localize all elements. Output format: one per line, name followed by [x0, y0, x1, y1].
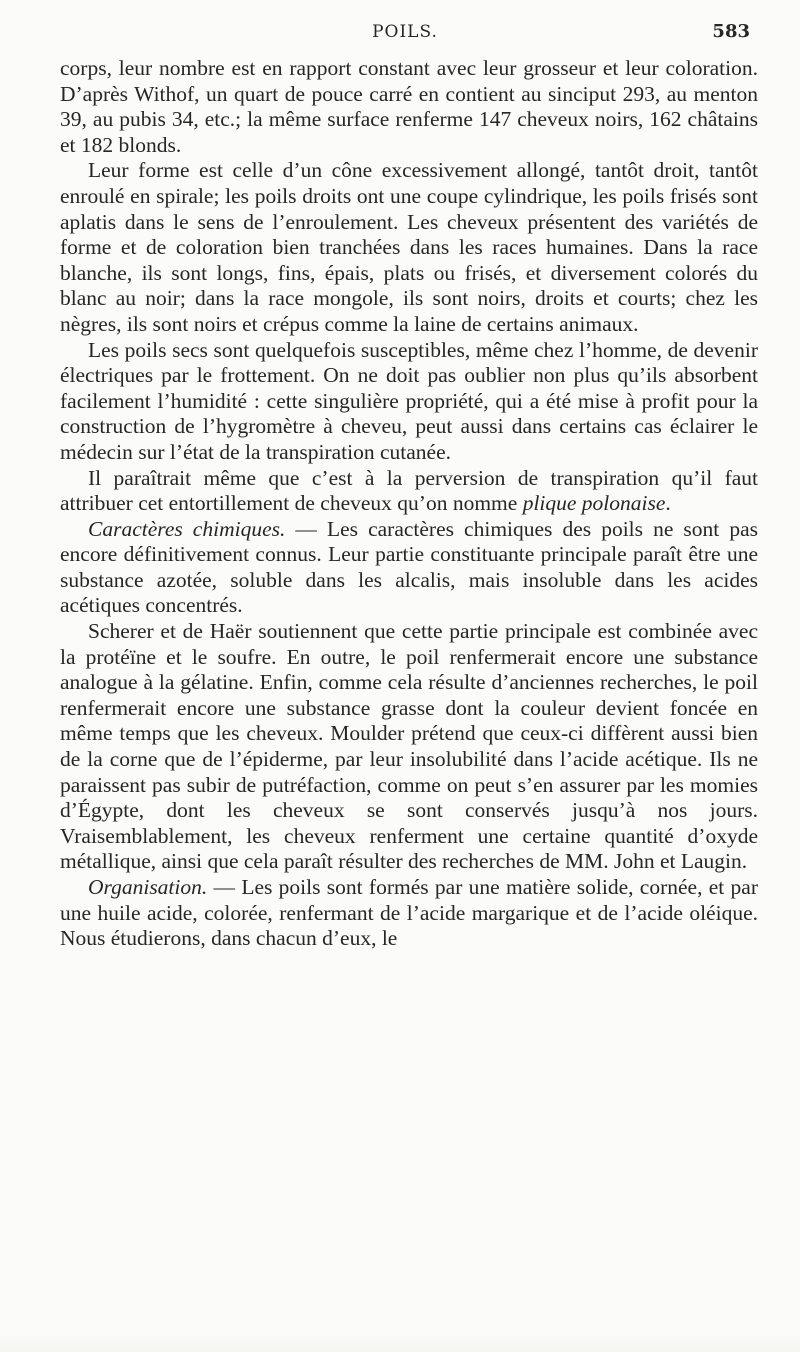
- paragraph-hair-properties: Les poils secs sont quelquefois susceptibles, même chez l’homme, de devenir électriques par le frottement. On ne doit pas oublier non plus qu’ils absorbent facilement l’humidité : cette singulière propriété, qui a été mise à profit pour la construction de l’hygromètre à cheveu, peut aussi dans certains cas éclairer le médecin sur l’état de la transpiration cutanée.: [60, 337, 758, 464]
- plique-term: plique polonaise: [522, 491, 666, 516]
- paragraph-chemical-characteristics: [60, 517, 758, 619]
- paragraph-organisation: [60, 875, 758, 952]
- plique-text-end: .: [665, 491, 671, 516]
- page-number: 583: [712, 21, 750, 42]
- running-title: POILS.: [372, 22, 438, 42]
- page-bottom-edge: [0, 1334, 800, 1352]
- plique-text-start: Il paraîtrait même que c’est à la perversion de transpiration qu’il faut attribuer cet entortillement de cheveux qu’on nomme: [60, 465, 758, 516]
- chemical-characteristics-text: — Les caractères chimiques des poils ne sont pas encore définitivement connus. Leur partie constituante principale paraît être une substance azotée, soluble dans les alcalis, mais insoluble dans les acides acétiques concentrés.: [60, 516, 758, 618]
- section-heading-chemical: Caractères chimiques.: [88, 516, 286, 541]
- paragraph-hair-form: Leur forme est celle d’un cône excessivement allongé, tantôt droit, tantôt enroulé en spirale; les poils droits ont une coupe cylindrique, les poils frisés sont aplatis dans le sens de l’enroulement. Les cheveux présentent des variétés de forme et de coloration bien tranchées dans les races humaines. Dans la race blanche, ils sont longs, fins, épais, plats ou frisés, et diversement colorés du blanc au noir; dans la race mongole, ils sont noirs, droits et courts; chez les nègres, ils sont noirs et crépus comme la laine de certains animaux.: [60, 158, 758, 336]
- paragraph-chemical-composition: Scherer et de Haër soutiennent que cette partie principale est combinée avec la protéïne et le soufre. En outre, le poil renfermerait encore une substance analogue à la gélatine. Enfin, comme cela résulte d’anciennes recherches, le poil renfermerait encore une substance grasse dont la couleur devient foncée en même temps que les cheveux. Moulder prétend que ceux-ci diffèrent aussi bien de la corne que de l’épiderme, par leur insolubilité dans l’acide acétique. Ils ne paraissent pas subir de putréfaction, comme on peut s’en assurer par les momies d’Égypte, dont les cheveux se sont conservés jusqu’à nos jours. Vraisemblablement, les cheveux renferment une certaine quantité d’oxyde métallique, ainsi que cela paraît résulter des recherches de MM. John et Laugin.: [60, 619, 758, 874]
- page-header: [60, 18, 750, 46]
- organisation-text: — Les poils sont formés par une matière solide, cornée, et par une huile acide, colorée, renfermant de l’acide margarique et de l’acide oléique. Nous étudierons, dans chacun d’eux, le: [60, 875, 758, 951]
- body-text: [60, 56, 758, 952]
- section-heading-organisation: Organisation.: [88, 875, 208, 899]
- paragraph-plique-polonaise: [60, 466, 758, 517]
- paragraph-hair-count: corps, leur nombre est en rapport constant avec leur grosseur et leur coloration. D’après Withof, un quart de pouce carré en contient au sinciput 293, au menton 39, au pubis 34, etc.; la même surface renferme 147 cheveux noirs, 162 châtains et 182 blonds.: [60, 56, 758, 157]
